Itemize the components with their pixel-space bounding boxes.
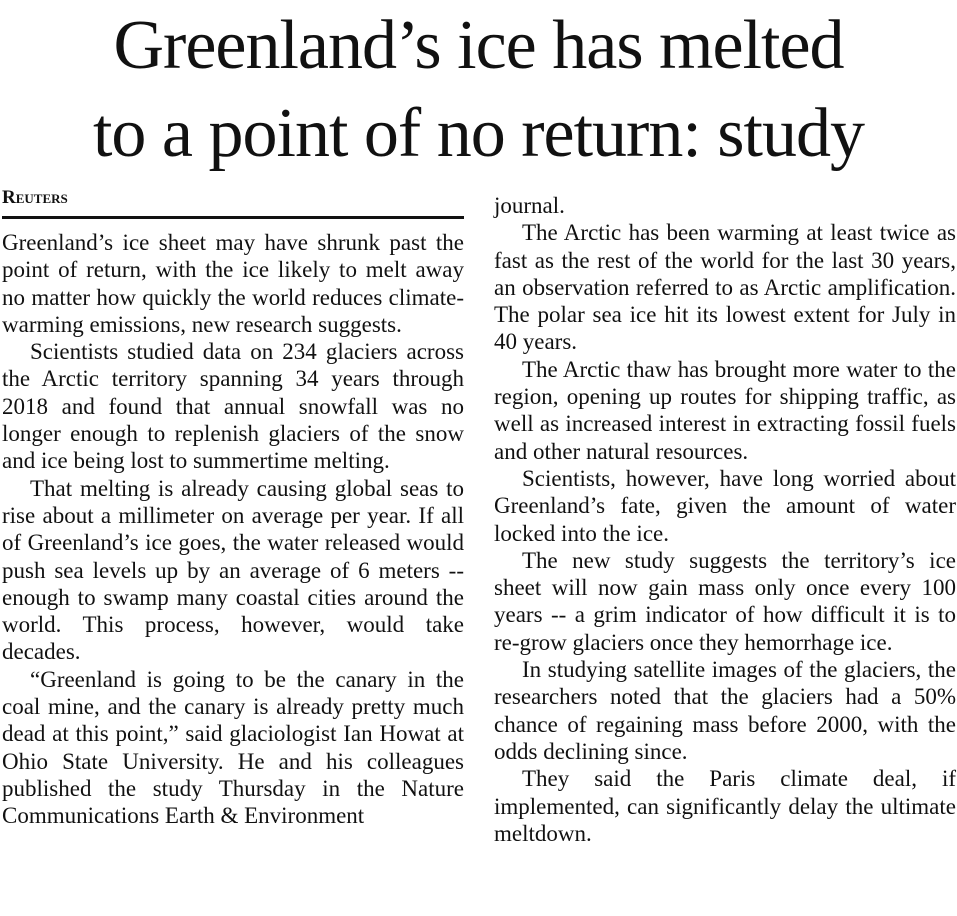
- article-column-left: [2, 186, 464, 830]
- article-paragraph-2: Scientists studied data on 234 glaciers across the Arctic territory spanning 34 years through 2018 and found that annual snowfall was no longer enough to replenish glaciers of the snow and ice being lost to summertime melting.: [2, 339, 464, 474]
- article-paragraph-10: They said the Paris climate deal, if implemented, can significantly delay the ultimate meltdown.: [494, 766, 956, 846]
- article-paragraph-3: That melting is already causing global seas to rise about a millimeter on average per year. If all of Greenland’s ice goes, the water released would push sea levels up by an average of 6 meters -- enough to swamp many coastal cities around the world. This process, however, would take decades.: [2, 475, 464, 665]
- headline-line-2: to a point of no return: study: [92, 95, 864, 172]
- article-paragraph-4: “Greenland is going to be the canary in the coal mine, and the canary is already pretty much dead at this point,” said glaciologist Ian Howat at Ohio State University. He and his colleagues published the study Thursday in the Nature Communications Earth & Environment: [2, 666, 464, 829]
- headline: [0, 2, 957, 178]
- article-paragraph-9: In studying satellite images of the glaciers, the researchers noted that the glaciers had a 50% chance of regaining mass before 2000, with the odds declining since.: [494, 657, 956, 764]
- article-paragraph-1: Greenland’s ice sheet may have shrunk past the point of return, with the ice likely to melt away no matter how quickly the world reduces climate-warming emissions, new research suggests.: [2, 230, 464, 337]
- article-paragraph-5: The Arctic has been warming at least twice as fast as the rest of the world for the last 30 years, an observation referred to as Arctic amplification. The polar sea ice hit its lowest extent for July in 40 years.: [494, 220, 956, 355]
- article-column-right: [494, 192, 956, 847]
- article-paragraph-7: Scientists, however, have long worried about Greenland’s fate, given the amount of water locked into the ice.: [494, 465, 956, 546]
- article-paragraph-8: The new study suggests the territory’s ice sheet will now gain mass only once every 100 years -- a grim indicator of how difficult it is to re-grow glaciers once they hemorrhage ice.: [494, 547, 956, 655]
- headline-line-1: Greenland’s ice has melted: [113, 7, 844, 84]
- article-paragraph-4-continued: journal.: [494, 193, 565, 218]
- article-paragraph-6: The Arctic thaw has brought more water to the region, opening up routes for shipping traffic, as well as increased interest in extracting fossil fuels and other natural resources.: [494, 356, 956, 464]
- byline: Reuters: [2, 186, 464, 219]
